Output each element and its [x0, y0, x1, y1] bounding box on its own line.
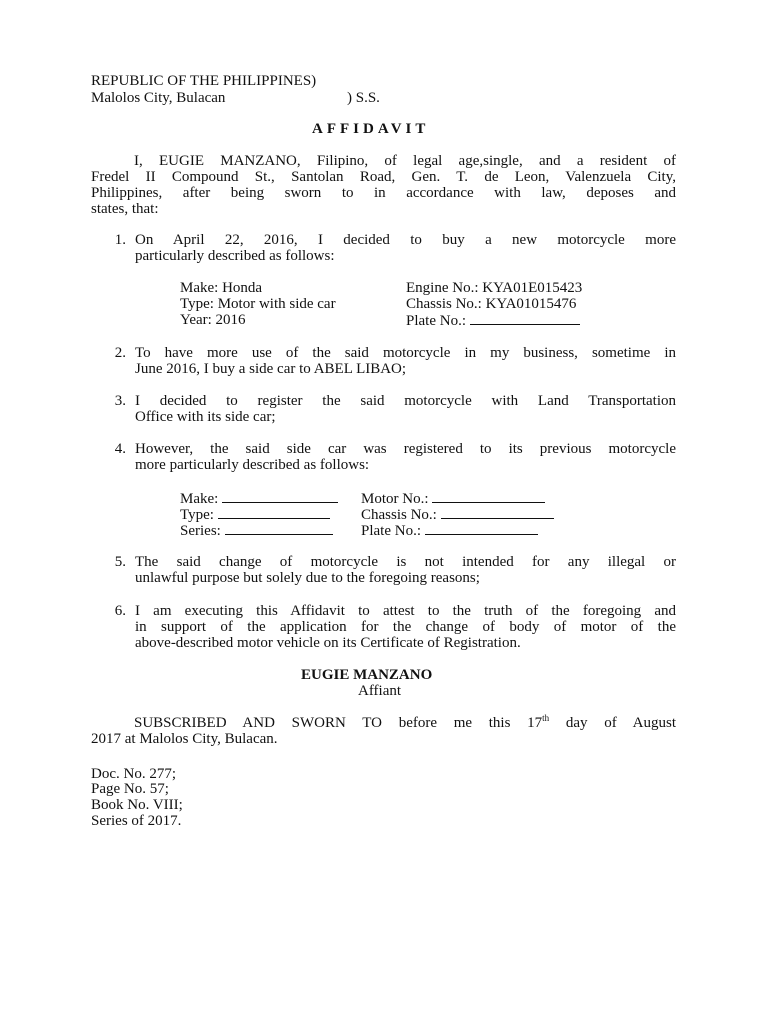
previous-type-blank — [218, 506, 330, 519]
item-6-line-2: in support of the application for the change of body of motor of the — [135, 619, 676, 635]
intro-line-2: Fredel II Compound St., Santolan Road, Gen. T. de Leon, Valenzuela City, — [91, 169, 676, 185]
intro-line-1: I, EUGIE MANZANO, Filipino, of legal age,single, and a resident of — [134, 153, 676, 169]
affiant-name: EUGIE MANZANO — [301, 667, 433, 683]
item-5-line-2: unlawful purpose but solely due to the foregoing reasons; — [135, 570, 480, 586]
intro-line-3: Philippines, after being sworn to in accordance with law, deposes and — [91, 185, 676, 201]
previous-series — [180, 522, 333, 540]
motorcycle-plate-blank — [470, 312, 580, 325]
item-6-line-3: above-described motor vehicle on its Certificate of Registration. — [135, 635, 521, 651]
jurat-line-2: 2017 at Malolos City, Bulacan. — [91, 731, 278, 747]
previous-motor — [361, 490, 545, 508]
item-3-line-1: I decided to register the said motorcycle with Land Transportation — [135, 393, 676, 409]
jurat-text-after: day of August — [549, 715, 676, 731]
previous-chassis-blank — [441, 506, 554, 519]
item-2-number: 2. — [114, 345, 126, 361]
item-3-number: 3. — [114, 393, 126, 409]
document-title: AFFIDAVIT — [312, 121, 430, 137]
previous-chassis — [361, 506, 554, 524]
previous-plate-label: Plate No.: — [361, 523, 421, 539]
item-1-line-2: particularly described as follows: — [135, 248, 335, 264]
item-2-line-2: June 2016, I buy a side car to ABEL LIBAO; — [135, 361, 407, 377]
item-4-line-2: more particularly described as follows: — [135, 457, 370, 473]
item-2-line-1: To have more use of the said motorcycle in my business, sometime in — [135, 345, 676, 361]
motorcycle-chassis: Chassis No.: KYA01015476 — [406, 296, 577, 312]
jurat-ordinal-suffix: th — [542, 713, 550, 723]
affiant-role: Affiant — [358, 683, 402, 699]
motorcycle-plate-label: Plate No.: — [406, 313, 466, 329]
motorcycle-type: Type: Motor with side car — [180, 296, 336, 312]
item-4-number: 4. — [114, 441, 126, 457]
notarial-book: Book No. VIII; — [91, 797, 183, 813]
previous-make-blank — [222, 490, 338, 503]
previous-series-blank — [225, 522, 333, 535]
item-6-line-1: I am executing this Affidavit to attest to the truth of the foregoing and — [135, 603, 676, 619]
intro-line-4: states, that: — [91, 201, 159, 217]
item-1-line-1: On April 22, 2016, I decided to buy a new motorcycle more — [135, 232, 676, 248]
motorcycle-make: Make: Honda — [180, 280, 263, 296]
item-4-line-1: However, the said side car was registered to its previous motorcycle — [135, 441, 676, 457]
previous-make — [180, 490, 338, 508]
item-5-line-1: The said change of motorcycle is not intended for any illegal or — [135, 554, 676, 570]
motorcycle-engine: Engine No.: KYA01E015423 — [406, 280, 583, 296]
notarial-doc: Doc. No. 277; — [91, 766, 176, 782]
previous-make-label: Make: — [180, 491, 219, 507]
item-3-line-2: Office with its side car; — [135, 409, 276, 425]
previous-type-label: Type: — [180, 507, 214, 523]
previous-motor-blank — [432, 490, 545, 503]
venue-line-1: REPUBLIC OF THE PHILIPPINES) — [91, 73, 317, 89]
previous-plate-blank — [425, 522, 538, 535]
jurat-line-1 — [134, 715, 676, 732]
notarial-series: Series of 2017. — [91, 813, 182, 829]
venue-line-2-right: ) S.S. — [347, 90, 380, 106]
previous-chassis-label: Chassis No.: — [361, 507, 437, 523]
previous-type — [180, 506, 330, 524]
notarial-page: Page No. 57; — [91, 781, 169, 797]
item-5-number: 5. — [114, 554, 126, 570]
motorcycle-year: Year: 2016 — [180, 312, 246, 328]
previous-motor-label: Motor No.: — [361, 491, 429, 507]
motorcycle-plate — [406, 312, 580, 330]
item-1-number: 1. — [114, 232, 126, 248]
previous-plate — [361, 522, 538, 540]
previous-series-label: Series: — [180, 523, 221, 539]
item-6-number: 6. — [114, 603, 126, 619]
venue-line-2-left: Malolos City, Bulacan — [91, 90, 226, 106]
jurat-text-before: SUBSCRIBED AND SWORN TO before me this 17 — [134, 715, 543, 731]
